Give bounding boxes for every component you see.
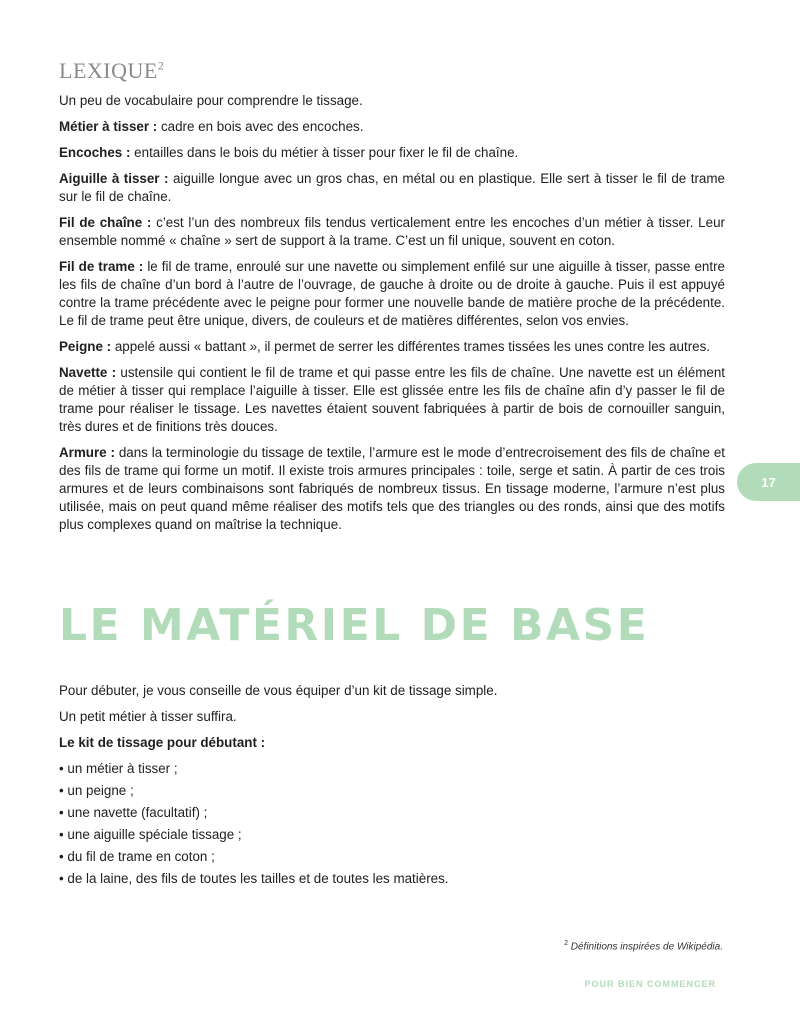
entry-definition: le fil de trame, enroulé sur une navette ou simplement enfilé sur une aiguille à tisser, passe entre les fils de chaîne d’un bord à l’autre de l’ouvrage, de gauche à droite ou de droite à gauche. Puis il est appuyé contre la trame précédente avec le peigne pour former une nouvelle bande de matière proche de la précédente. Le fil de trame peut être unique, divers, de couleurs et de matières différentes, selon vos envies. bbox=[59, 259, 725, 328]
lexique-intro: Un peu de vocabulaire pour comprendre le tissage. bbox=[59, 93, 363, 108]
kit-list-item: • une aiguille spéciale tissage ; bbox=[59, 826, 725, 844]
footnote bbox=[564, 940, 723, 952]
kit-list-item: • de la laine, des fils de toutes les tailles et de toutes les matières. bbox=[59, 870, 725, 888]
section-title: LE MATÉRIEL DE BASE bbox=[59, 600, 650, 651]
page-number: 17 bbox=[761, 474, 776, 490]
page-number-tab bbox=[737, 463, 800, 501]
entry-definition: c’est l’un des nombreux fils tendus verticalement entre les encoches d’un métier à tisser. Leur ensemble nommé « chaîne » sert de support à la trame. C’est un fil unique, souvent en coton. bbox=[59, 215, 725, 248]
entry-definition: appelé aussi « battant », il permet de serrer les différentes trames tissées les unes contre les autres. bbox=[111, 339, 711, 354]
lexique-entry bbox=[59, 444, 725, 534]
entry-term: Armure : bbox=[59, 445, 115, 460]
section-paragraph: Un petit métier à tisser suffira. bbox=[59, 709, 237, 724]
kit-list-item: • un peigne ; bbox=[59, 782, 725, 800]
entry-term: Peigne : bbox=[59, 339, 112, 354]
lexique-entry bbox=[59, 170, 725, 206]
entry-term: Fil de chaîne : bbox=[59, 215, 152, 230]
entry-term: Métier à tisser : bbox=[59, 119, 158, 134]
lexique-entry bbox=[59, 338, 725, 356]
kit-list-item: • un métier à tisser ; bbox=[59, 760, 725, 778]
lexique-entries bbox=[59, 118, 725, 542]
lexique-entry bbox=[59, 118, 725, 136]
lexique-entry bbox=[59, 144, 725, 162]
entry-term: Fil de trame : bbox=[59, 259, 144, 274]
section-paragraph: Pour débuter, je vous conseille de vous équiper d’un kit de tissage simple. bbox=[59, 683, 498, 698]
running-footer: POUR BIEN COMMENCER bbox=[584, 979, 716, 989]
entry-term: Encoches : bbox=[59, 145, 131, 160]
lexique-entry bbox=[59, 214, 725, 250]
entry-definition: dans la terminologie du tissage de textile, l’armure est le mode d’entrecroisement des fils de chaîne et des fils de trame qui forme un motif. Il existe trois armures principales : toile, serge et satin. À partir de ces trois armures et de leurs combinaisons sont fabriqués de nombreux tissus. En tissage moderne, l’armure n’est plus utilisée, mais on peut quand même réaliser des motifs tels que des triangles ou des ronds, ainsi que des motifs plus complexes quand on maîtrise la technique. bbox=[59, 445, 725, 532]
entry-definition: ustensile qui contient le fil de trame et qui passe entre les fils de chaîne. Une navette est un élément de métier à tisser qui remplace l’aiguille à tisser. Elle est glissée entre les fils de chaîne afin d’y passer le fil de trame pour réaliser le tissage. Les navettes étaient souvent fabriquées à partir de bois de cornouiller sanguin, très dures et de finitions très douces. bbox=[59, 365, 725, 434]
kit-list bbox=[59, 760, 725, 888]
entry-definition: cadre en bois avec des encoches. bbox=[157, 119, 364, 134]
lexique-footnote-ref: 2 bbox=[157, 58, 165, 73]
lexique-entry bbox=[59, 364, 725, 436]
footnote-text: Définitions inspirées de Wikipédia. bbox=[568, 941, 723, 953]
section-body bbox=[59, 682, 725, 892]
entry-term: Aiguille à tisser : bbox=[59, 171, 169, 186]
lexique-title bbox=[59, 58, 164, 84]
lexique-title-text: LEXIQUE bbox=[59, 58, 158, 83]
kit-list-item: • du fil de trame en coton ; bbox=[59, 848, 725, 866]
entry-term: Navette : bbox=[59, 365, 117, 380]
entry-definition: entailles dans le bois du métier à tisser pour fixer le fil de chaîne. bbox=[130, 145, 519, 160]
entry-definition: aiguille longue avec un gros chas, en métal ou en plastique. Elle sert à tisser le fil de trame sur le fil de chaîne. bbox=[59, 171, 725, 204]
kit-heading: Le kit de tissage pour débutant : bbox=[59, 735, 266, 750]
footnote-number: 2 bbox=[564, 940, 568, 947]
lexique-entry bbox=[59, 258, 725, 330]
kit-list-item: • une navette (facultatif) ; bbox=[59, 804, 725, 822]
